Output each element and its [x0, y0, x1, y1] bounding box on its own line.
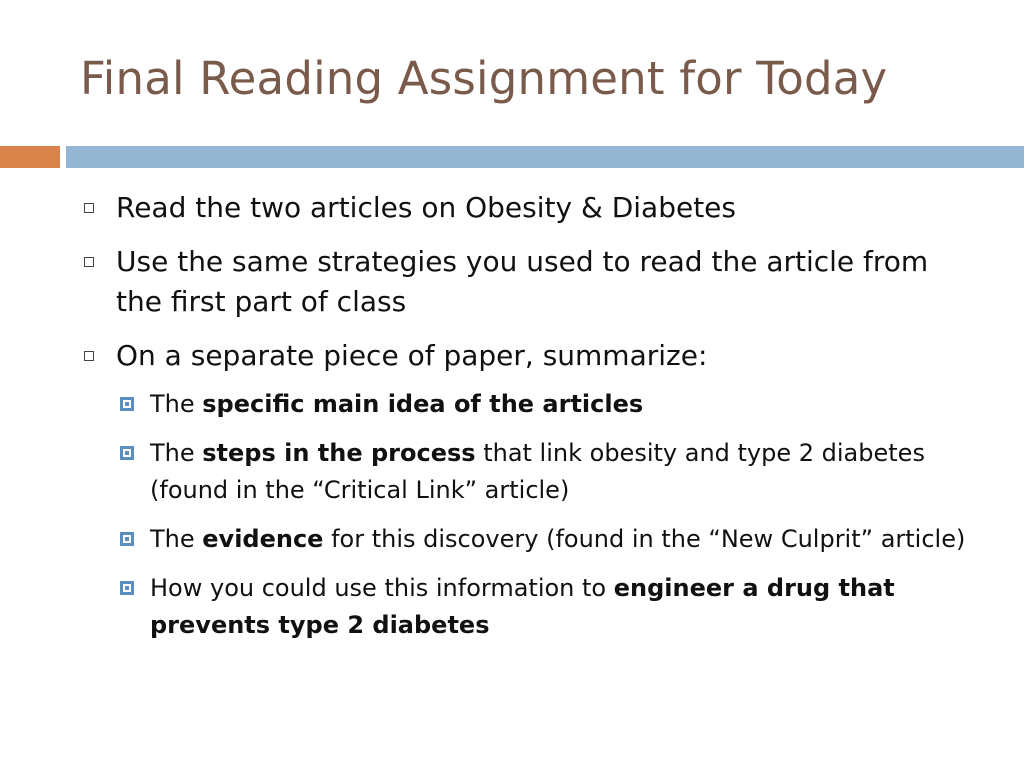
- filled-square-bullet-icon: [120, 581, 134, 595]
- slide-title: Final Reading Assignment for Today: [80, 52, 888, 105]
- sub-bullet-item-1: [80, 386, 980, 423]
- bullet-text: Use the same strategies you used to read the article from the first part of class: [116, 245, 929, 318]
- bullet-item-3: [80, 336, 980, 376]
- sub-bullet-bold: engineer a drug that prevents type 2 diabetes: [150, 574, 895, 639]
- sub-bullet-pre: How you could use this information to: [150, 574, 614, 602]
- sub-bullet-pre: The: [150, 439, 203, 467]
- square-bullet-icon: [84, 203, 94, 213]
- bullet-text: Read the two articles on Obesity & Diabetes: [116, 191, 736, 224]
- sub-bullet-post: that link obesity and type 2 diabetes (found in the “Critical Link” article): [150, 439, 925, 504]
- bullet-list: [80, 188, 980, 656]
- sub-bullet-pre: The: [150, 390, 203, 418]
- square-bullet-icon: [84, 257, 94, 267]
- sub-bullet-post: for this discovery (found in the “New Culprit” article): [323, 525, 966, 553]
- sub-bullet-item-4: [80, 570, 980, 644]
- bullet-text: On a separate piece of paper, summarize:: [116, 339, 708, 372]
- filled-square-bullet-icon: [120, 532, 134, 546]
- sub-bullet-item-3: [80, 521, 980, 558]
- sub-bullet-pre: The: [150, 525, 203, 553]
- bullet-item-2: [80, 242, 980, 322]
- accent-bar-blue: [66, 146, 1024, 168]
- bullet-item-1: [80, 188, 980, 228]
- filled-square-bullet-icon: [120, 446, 134, 460]
- sub-bullet-item-2: [80, 435, 980, 509]
- sub-bullet-bold: steps in the process: [202, 439, 476, 467]
- sub-bullet-bold: evidence: [202, 525, 324, 553]
- accent-bar-orange: [0, 146, 60, 168]
- square-bullet-icon: [84, 351, 94, 361]
- filled-square-bullet-icon: [120, 397, 134, 411]
- sub-bullet-bold: specific main idea of the articles: [202, 390, 644, 418]
